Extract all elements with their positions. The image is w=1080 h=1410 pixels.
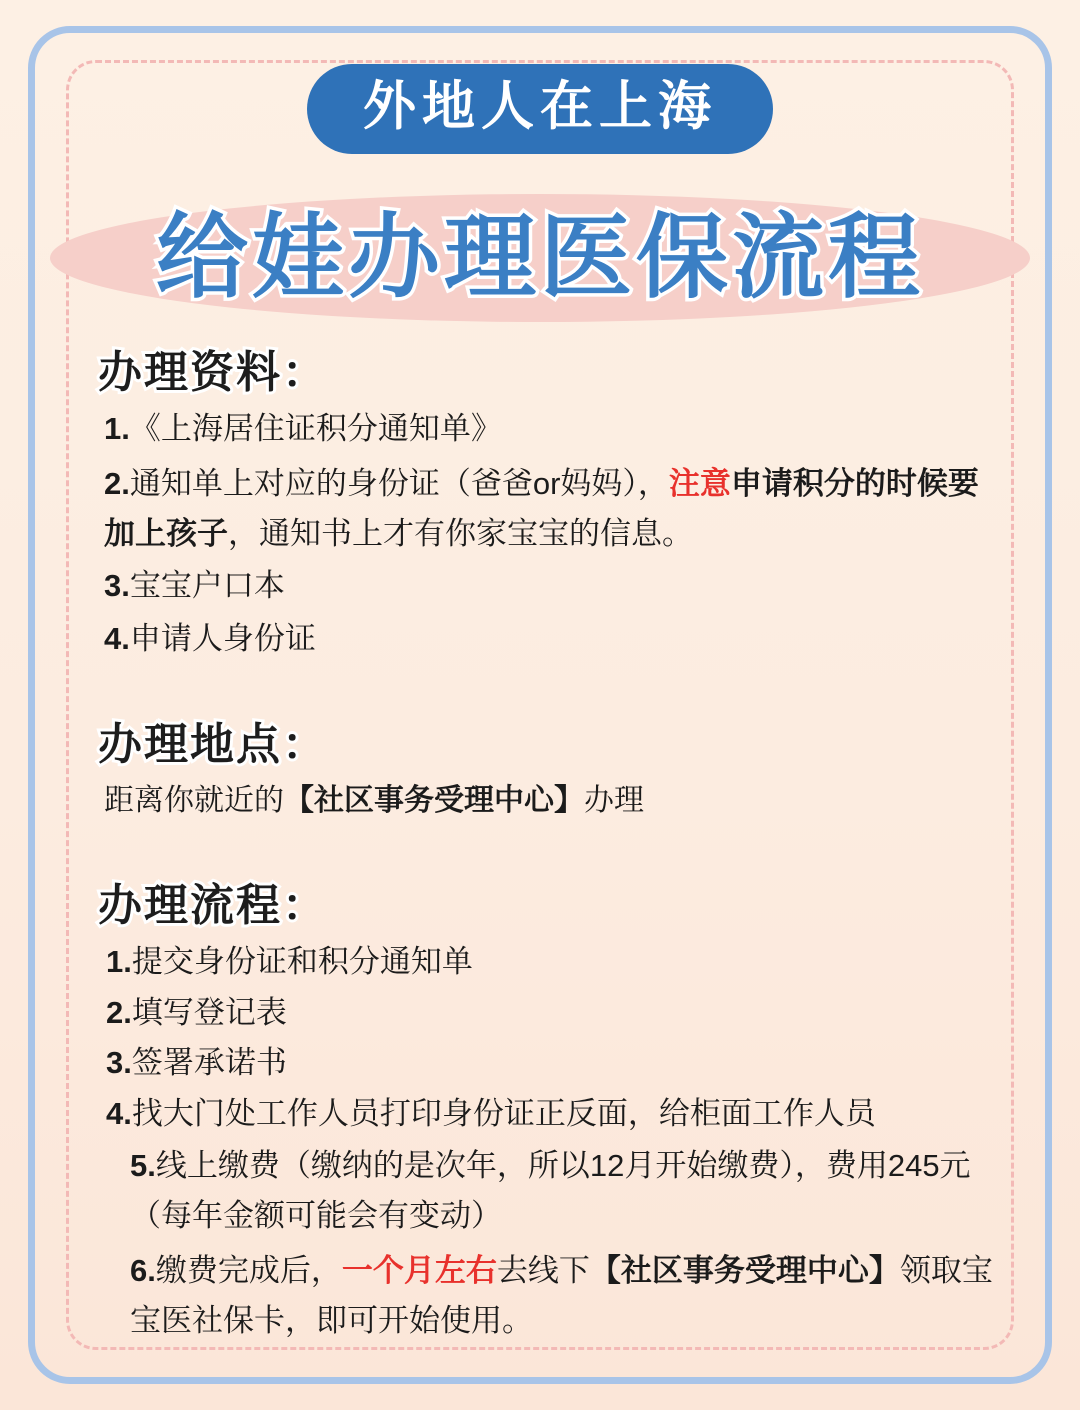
location-text [104, 778, 1000, 823]
process-step-1 [106, 939, 1000, 986]
material-item-2-number: 2. [104, 465, 130, 501]
process-step-1-text: 提交身份证和积分通知单 [131, 944, 473, 980]
process-step-4-text: 找大门处工作人员打印身份证正反面，给柜面工作人员 [131, 1095, 876, 1131]
process-step-6-text-bold: 【社区事务受理中心】 [589, 1252, 900, 1288]
material-item-2 [104, 459, 1000, 559]
material-item-2-text-before: 通知单上对应的身份证（爸爸or妈妈）， [129, 465, 669, 501]
material-item-3-number: 3. [104, 568, 130, 604]
material-item-2-text-bold: 申请积分的时候要加上孩子 [104, 465, 979, 552]
process-step-6-number: 6. [130, 1252, 156, 1288]
process-step-2-number: 2. [106, 994, 132, 1030]
location-text-before: 距离你就近的 [104, 784, 284, 818]
material-item-1-text: 《上海居住证积分通知单》 [129, 411, 502, 447]
section-heading-materials: 办理资料： [98, 348, 328, 398]
banner-wrapper [80, 64, 1000, 154]
location-text-bold: 【社区事务受理中心】 [284, 784, 584, 818]
process-step-3 [106, 1040, 1000, 1087]
process-step-6-text-after: 领取宝宝医社保卡，即可开始使用。 [130, 1252, 993, 1338]
material-item-3-text: 宝宝户口本 [129, 568, 285, 604]
material-item-2-highlight: 注意 [668, 465, 731, 501]
material-item-4 [104, 616, 1000, 663]
process-step-5-text: 线上缴费（缴纳的是次年，所以12月开始缴费），费用245元（每年金额可能会有变动） [130, 1148, 971, 1234]
material-item-1-number: 1. [104, 411, 130, 447]
title-block [80, 176, 1000, 336]
process-step-4 [106, 1091, 1000, 1138]
material-item-2-text-after: ，通知书上才有你家宝宝的信息。 [228, 516, 693, 552]
material-item-1 [104, 406, 1000, 453]
process-step-2-text: 填写登记表 [131, 994, 287, 1030]
process-step-5 [130, 1141, 1000, 1241]
process-step-1-number: 1. [106, 944, 132, 980]
process-step-6-text-before: 缴费完成后， [155, 1252, 342, 1288]
section-heading-location: 办理地点： [98, 720, 328, 770]
material-item-4-text: 申请人身份证 [129, 620, 316, 656]
poster-content [80, 56, 1000, 1354]
process-step-4-number: 4. [106, 1095, 132, 1131]
process-step-6 [130, 1246, 1000, 1346]
banner-pill: 外地人在上海 [307, 64, 773, 154]
page-title: 给娃办理医保流程 [155, 207, 924, 310]
process-list [106, 939, 1000, 1346]
material-item-4-number: 4. [104, 620, 130, 656]
process-step-2 [106, 990, 1000, 1037]
process-step-6-text-mid: 去线下 [496, 1252, 590, 1288]
location-text-after: 办理 [584, 784, 644, 818]
material-item-3 [104, 563, 1000, 610]
process-step-5-number: 5. [130, 1148, 156, 1184]
section-heading-process: 办理流程： [98, 881, 328, 931]
process-step-6-highlight: 一个月左右 [341, 1252, 497, 1288]
process-step-3-number: 3. [106, 1045, 132, 1081]
process-step-3-text: 签署承诺书 [131, 1045, 287, 1081]
